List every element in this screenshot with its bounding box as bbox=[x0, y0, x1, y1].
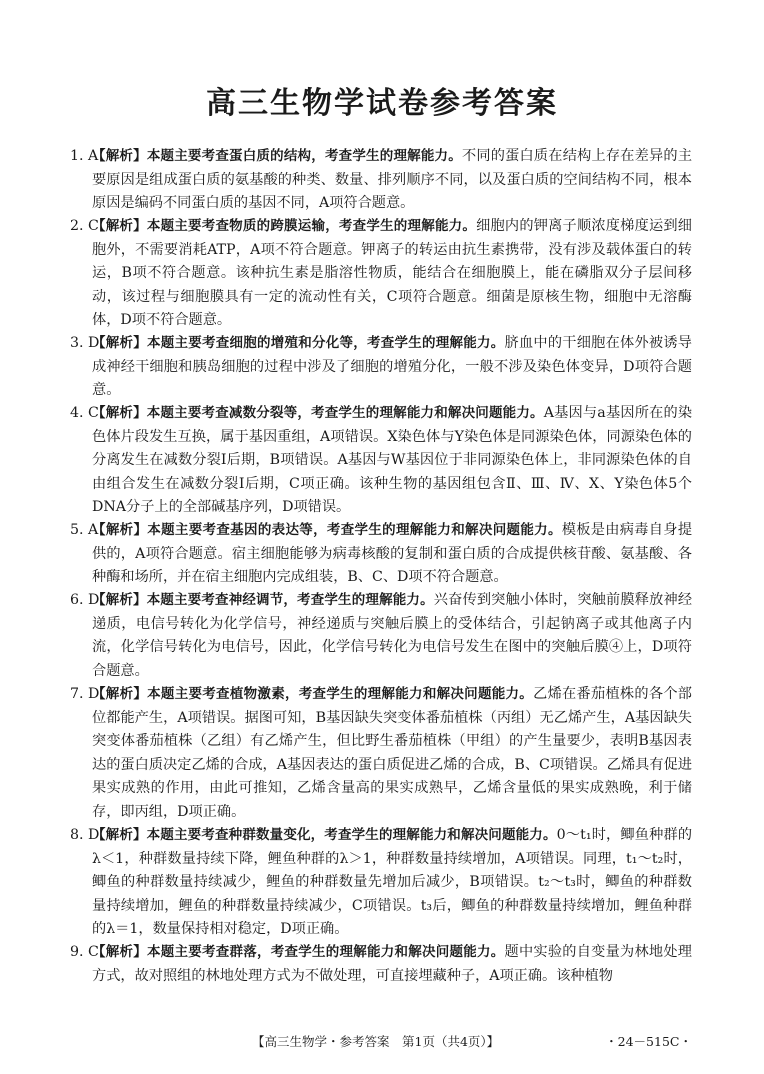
analysis-tag: 【解析】 bbox=[92, 148, 147, 164]
answer-number: 7. D bbox=[70, 686, 100, 702]
answer-item-1 bbox=[72, 145, 692, 215]
analysis-lead: 本题主要考查物质的跨膜运输，考查学生的理解能力。 bbox=[146, 218, 477, 234]
answer-item-9 bbox=[72, 941, 692, 988]
analysis-tag: 【解析】 bbox=[92, 827, 147, 843]
answer-item-7 bbox=[72, 683, 692, 824]
analysis-tag: 【解析】 bbox=[92, 686, 148, 702]
analysis-text: 乙烯在番茄植株的各个部位都能产生，A项错误。据图可知，B基因缺失突变体番茄植株（丙组）无乙烯产生，A基因缺失突变体番茄植株（乙组）有乙烯产生，但比野生番茄植株（甲组）的产生量要少，表明B基因表达的蛋白质决定乙烯的合成，A基因表达的蛋白质促进乙烯的合成，B、C项错误。乙烯具有促进果实成熟的作用，由此可推知，乙烯含量高的果实成熟早，乙烯含量低的果实成熟晚，利于储存，即丙组，D项正确。 bbox=[92, 686, 692, 820]
analysis-text: 题中实验的自变量为林地处理方式，故对照组的林地处理方式为不做处理，可直接埋藏种子，A项正确。该种植物 bbox=[92, 944, 692, 984]
analysis-tag: 【解析】 bbox=[92, 405, 147, 421]
analysis-tag: 【解析】 bbox=[92, 522, 148, 538]
answer-item-6 bbox=[72, 589, 692, 683]
analysis-lead: 本题主要考查植物激素，考查学生的理解能力和解决问题能力。 bbox=[147, 686, 534, 702]
answer-item-8 bbox=[72, 824, 692, 941]
answer-item-4 bbox=[72, 402, 692, 519]
analysis-lead: 本题主要考查减数分裂等，考查学生的理解能力和解决问题能力。 bbox=[146, 405, 544, 421]
answer-number: 6. D bbox=[70, 592, 100, 608]
answer-number: 1. A bbox=[70, 148, 99, 164]
analysis-lead: 本题主要考查神经调节，考查学生的理解能力。 bbox=[146, 592, 434, 608]
analysis-text: 不同的蛋白质在结构上存在差异的主要原因是组成蛋白质的氨基酸的种类、数量、排列顺序不同，以及蛋白质的空间结构不同，根本原因是编码不同蛋白质的基因不同，A项符合题意。 bbox=[92, 148, 693, 211]
footer-code: ・24－515C・ bbox=[605, 1034, 692, 1049]
analysis-tag: 【解析】 bbox=[92, 218, 147, 234]
answer-item-5 bbox=[72, 519, 692, 589]
answer-number: 3. D bbox=[70, 335, 100, 351]
analysis-text: A基因与a基因所在的染色体片段发生互换，属于基因重组，A项错误。X染色体与Y染色体是同源染色体，同源染色体的分离发生在减数分裂Ⅰ后期，B项错误。A基因与W基因位于非同源染色体上，非同源染色体的自由组合发生在减数分裂Ⅰ后期，C项正确。该种生物的基因组包含Ⅱ、Ⅲ、Ⅳ、X、Y染色体5个DNA分子上的全部碱基序列，D项错误。 bbox=[92, 405, 693, 515]
analysis-text: 模板是由病毒自身提供的，A项符合题意。宿主细胞能够为病毒核酸的复制和蛋白质的合成提供核苷酸、氨基酸、各种酶和场所，并在宿主细胞内完成组装，B、C、D项不符合题意。 bbox=[92, 522, 693, 585]
analysis-tag: 【解析】 bbox=[92, 335, 148, 351]
answer-list bbox=[72, 145, 692, 988]
analysis-text: 脐血中的干细胞在体外被诱导成神经干细胞和胰岛细胞的过程中涉及了细胞的增殖分化，一般不涉及染色体变异，D项符合题意。 bbox=[92, 335, 692, 398]
analysis-lead: 本题主要考查群落，考查学生的理解能力和解决问题能力。 bbox=[147, 944, 505, 960]
page-title: 高三生物学试卷参考答案 bbox=[206, 86, 558, 121]
analysis-tag: 【解析】 bbox=[92, 944, 148, 960]
analysis-lead: 本题主要考查细胞的增殖和分化等，考查学生的理解能力。 bbox=[147, 335, 505, 351]
analysis-lead: 本题主要考查基因的表达等，考查学生的理解能力和解决问题能力。 bbox=[147, 522, 562, 538]
answer-item-2 bbox=[72, 215, 692, 332]
answer-number: 9. C bbox=[70, 944, 99, 960]
analysis-text: 细胞内的钾离子顺浓度梯度运到细胞外，不需要消耗ATP，A项不符合题意。钾离子的转运由抗生素携带，没有涉及载体蛋白的转运，B项不符合题意。该种抗生素是脂溶性物质，能结合在细胞膜上，能在磷脂双分子层间移动，该过程与细胞膜具有一定的流动性有关，C项符合题意。细菌是原核生物，细胞中无溶酶体，D项不符合题意。 bbox=[92, 218, 692, 328]
answer-number: 4. C bbox=[70, 405, 99, 421]
footer-page-info: 【高三生物学・参考答案 第1页（共4页）】 bbox=[252, 1034, 500, 1049]
analysis-lead: 本题主要考查种群数量变化，考查学生的理解能力和解决问题能力。 bbox=[146, 827, 557, 843]
analysis-lead: 本题主要考查蛋白质的结构，考查学生的理解能力。 bbox=[146, 148, 462, 164]
analysis-text: 0～t₁时，鲫鱼种群的λ＜1，种群数量持续下降，鲤鱼种群的λ＞1，种群数量持续增加，A项错误。同理，t₁～t₂时，鲫鱼的种群数量持续减少，鲤鱼的种群数量先增加后减少，B项错误。t₂～t₃时，鲫鱼的种群数量持续增加，鲤鱼的种群数量持续减少，C项错误。t₃后，鲫鱼的种群数量持续增加，鲤鱼种群的λ＝1，数量保持相对稳定，D项正确。 bbox=[92, 827, 693, 937]
answer-number: 5. A bbox=[70, 522, 99, 538]
answer-item-3 bbox=[72, 332, 692, 402]
analysis-tag: 【解析】 bbox=[92, 592, 147, 608]
analysis-text: 兴奋传到突触小体时，突触前膜释放神经递质，电信号转化为化学信号，神经递质与突触后膜上的受体结合，引起钠离子或其他离子内流，化学信号转化为电信号，因此，化学信号转化为电信号发生在图中的突触后膜④上，D项符合题意。 bbox=[92, 592, 693, 679]
answer-number: 8. D bbox=[70, 827, 100, 843]
answer-number: 2. C bbox=[70, 218, 99, 234]
